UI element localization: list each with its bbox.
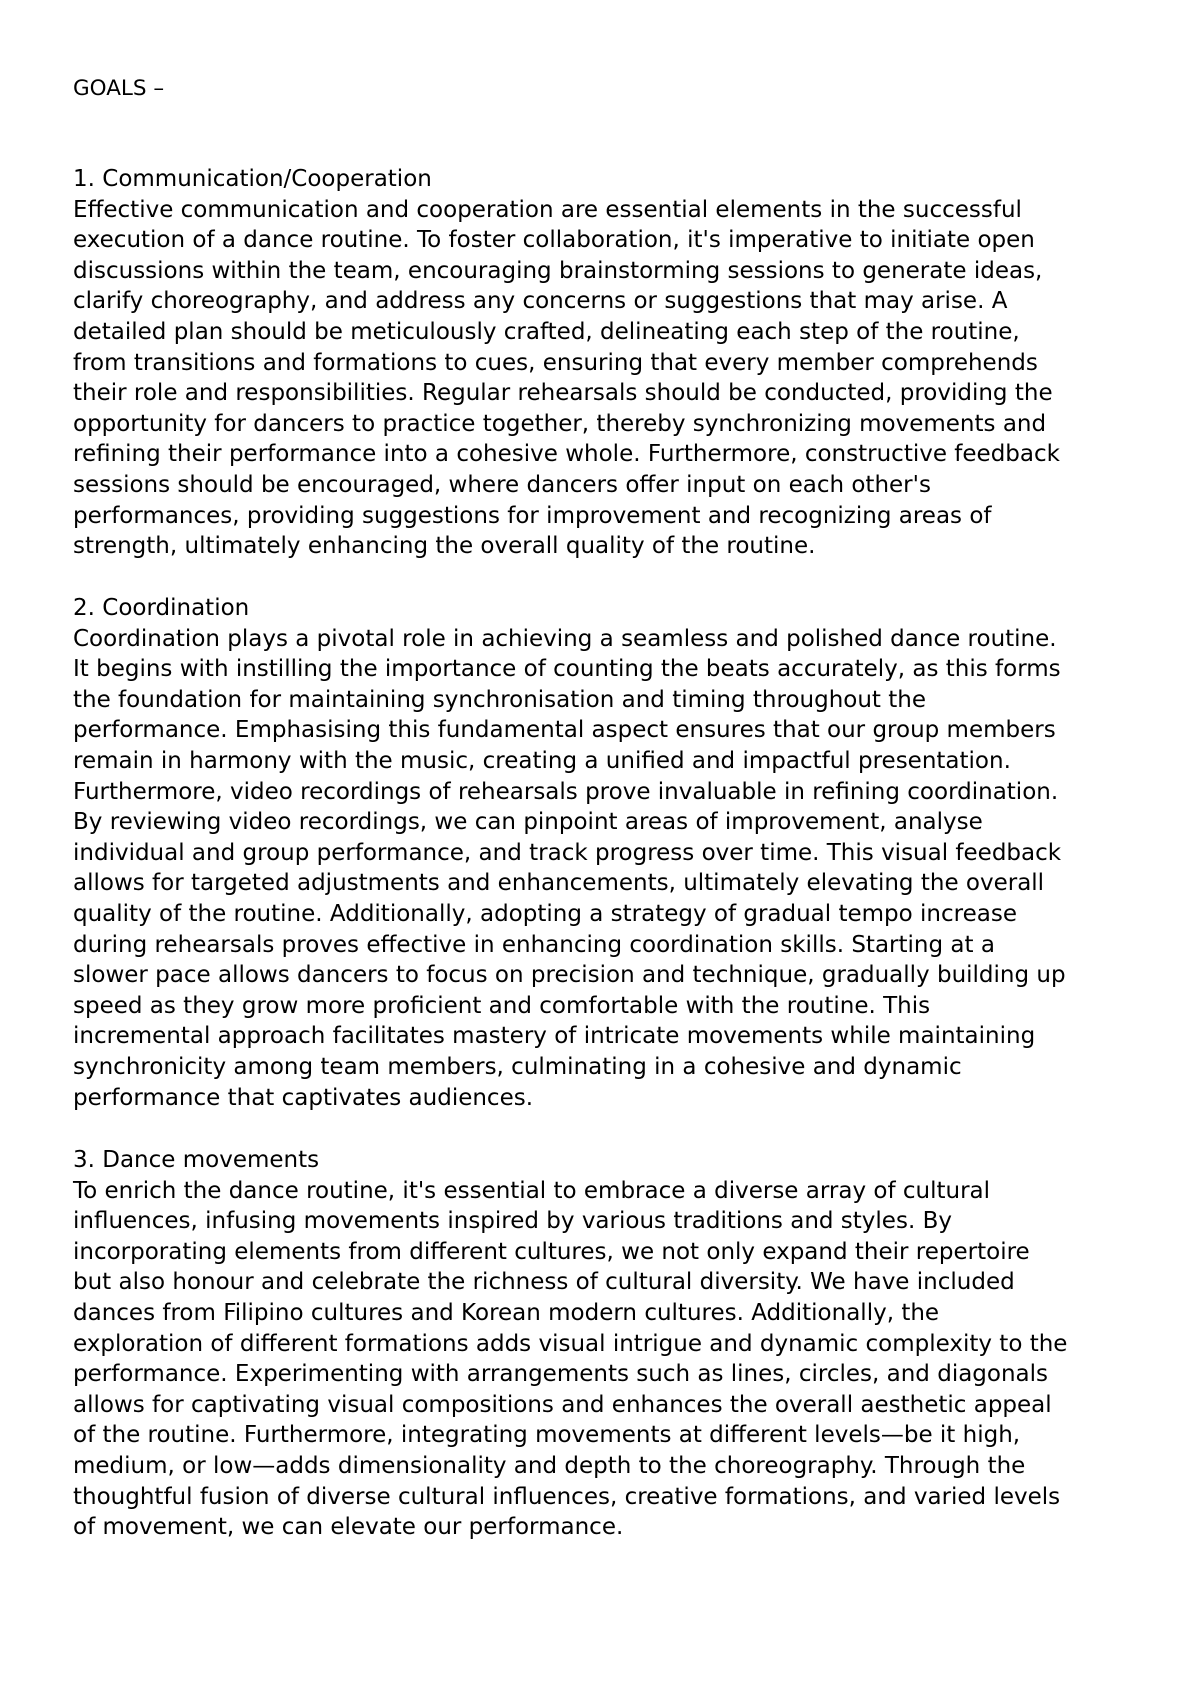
body-line: allows for targeted adjustments and enhancements, ultimately elevating the overall xyxy=(73,870,1045,897)
section-coordination xyxy=(73,593,1143,1113)
document-title: GOALS – xyxy=(73,76,165,101)
body-line: from transitions and formations to cues, ensuring that every member comprehends xyxy=(73,349,1038,376)
body-line: medium, or low—adds dimensionality and depth to the choreography. Through the xyxy=(73,1452,1026,1479)
body-line: discussions within the team, encouraging brainstorming sessions to generate ideas, xyxy=(73,257,1043,284)
body-line: remain in harmony with the music, creating a unified and impactful presentation. xyxy=(73,747,1011,774)
body-line: of movement, we can elevate our performance. xyxy=(73,1514,624,1541)
body-line: strength, ultimately enhancing the overall quality of the routine. xyxy=(73,533,816,560)
body-line: By reviewing video recordings, we can pinpoint areas of improvement, analyse xyxy=(73,809,983,836)
body-line: quality of the routine. Additionally, adopting a strategy of gradual tempo increase xyxy=(73,900,1017,927)
body-line: sessions should be encouraged, where dancers offer input on each other's xyxy=(73,471,931,498)
body-line: performance that captivates audiences. xyxy=(73,1084,534,1111)
body-line: incremental approach facilitates mastery of intricate movements while maintaining xyxy=(73,1023,1036,1050)
section-body xyxy=(73,195,1143,562)
body-line: clarify choreography, and address any concerns or suggestions that may arise. A xyxy=(73,288,1008,315)
section-communication xyxy=(73,164,1143,562)
body-line: opportunity for dancers to practice together, thereby synchronizing movements and xyxy=(73,410,1047,437)
body-line: but also honour and celebrate the richness of cultural diversity. We have included xyxy=(73,1269,1015,1296)
body-line: speed as they grow more proficient and comfortable with the routine. This xyxy=(73,992,931,1019)
body-line: dances from Filipino cultures and Korean modern cultures. Additionally, the xyxy=(73,1299,940,1326)
section-heading: 1. Communication/Cooperation xyxy=(73,166,432,192)
body-line: individual and group performance, and track progress over time. This visual feedback xyxy=(73,839,1062,866)
body-line: execution of a dance routine. To foster collaboration, it's imperative to initiate open xyxy=(73,227,1035,254)
body-line: influences, infusing movements inspired by various traditions and styles. By xyxy=(73,1208,952,1235)
body-line: refining their performance into a cohesive whole. Furthermore, constructive feedback xyxy=(73,441,1060,468)
body-line: of the routine. Furthermore, integrating movements at different levels—be it high, xyxy=(73,1422,1021,1449)
body-line: performance. Emphasising this fundamental aspect ensures that our group members xyxy=(73,717,1056,744)
body-line: detailed plan should be meticulously crafted, delineating each step of the routine, xyxy=(73,318,1020,345)
body-line: during rehearsals proves effective in enhancing coordination skills. Starting at a xyxy=(73,931,995,958)
body-line: slower pace allows dancers to focus on precision and technique, gradually building up xyxy=(73,962,1066,989)
body-line: their role and responsibilities. Regular rehearsals should be conducted, providing the xyxy=(73,380,1053,407)
body-line: To enrich the dance routine, it's essential to embrace a diverse array of cultural xyxy=(73,1177,991,1204)
body-line: performance. Experimenting with arrangements such as lines, circles, and diagonals xyxy=(73,1361,1049,1388)
section-dance-movements xyxy=(73,1145,1143,1543)
body-line: Coordination plays a pivotal role in achieving a seamless and polished dance routine. xyxy=(73,625,1057,652)
body-line: Effective communication and cooperation are essential elements in the successful xyxy=(73,196,1022,223)
body-line: exploration of different formations adds visual intrigue and dynamic complexity to the xyxy=(73,1330,1068,1357)
body-line: thoughtful fusion of diverse cultural influences, creative formations, and varied levels xyxy=(73,1483,1061,1510)
body-line: It begins with instilling the importance of counting the beats accurately, as this forms xyxy=(73,656,1061,683)
section-body xyxy=(73,1176,1143,1543)
body-line: allows for captivating visual compositions and enhances the overall aesthetic appeal xyxy=(73,1391,1052,1418)
section-body xyxy=(73,624,1143,1114)
body-line: the foundation for maintaining synchronisation and timing throughout the xyxy=(73,686,926,713)
body-line: incorporating elements from different cultures, we not only expand their repertoire xyxy=(73,1238,1030,1265)
section-heading: 3. Dance movements xyxy=(73,1147,320,1173)
section-heading: 2. Coordination xyxy=(73,595,250,621)
body-line: performances, providing suggestions for improvement and recognizing areas of xyxy=(73,502,992,529)
body-line: Furthermore, video recordings of rehearsals prove invaluable in refining coordination. xyxy=(73,778,1059,805)
body-line: synchronicity among team members, culminating in a cohesive and dynamic xyxy=(73,1053,962,1080)
